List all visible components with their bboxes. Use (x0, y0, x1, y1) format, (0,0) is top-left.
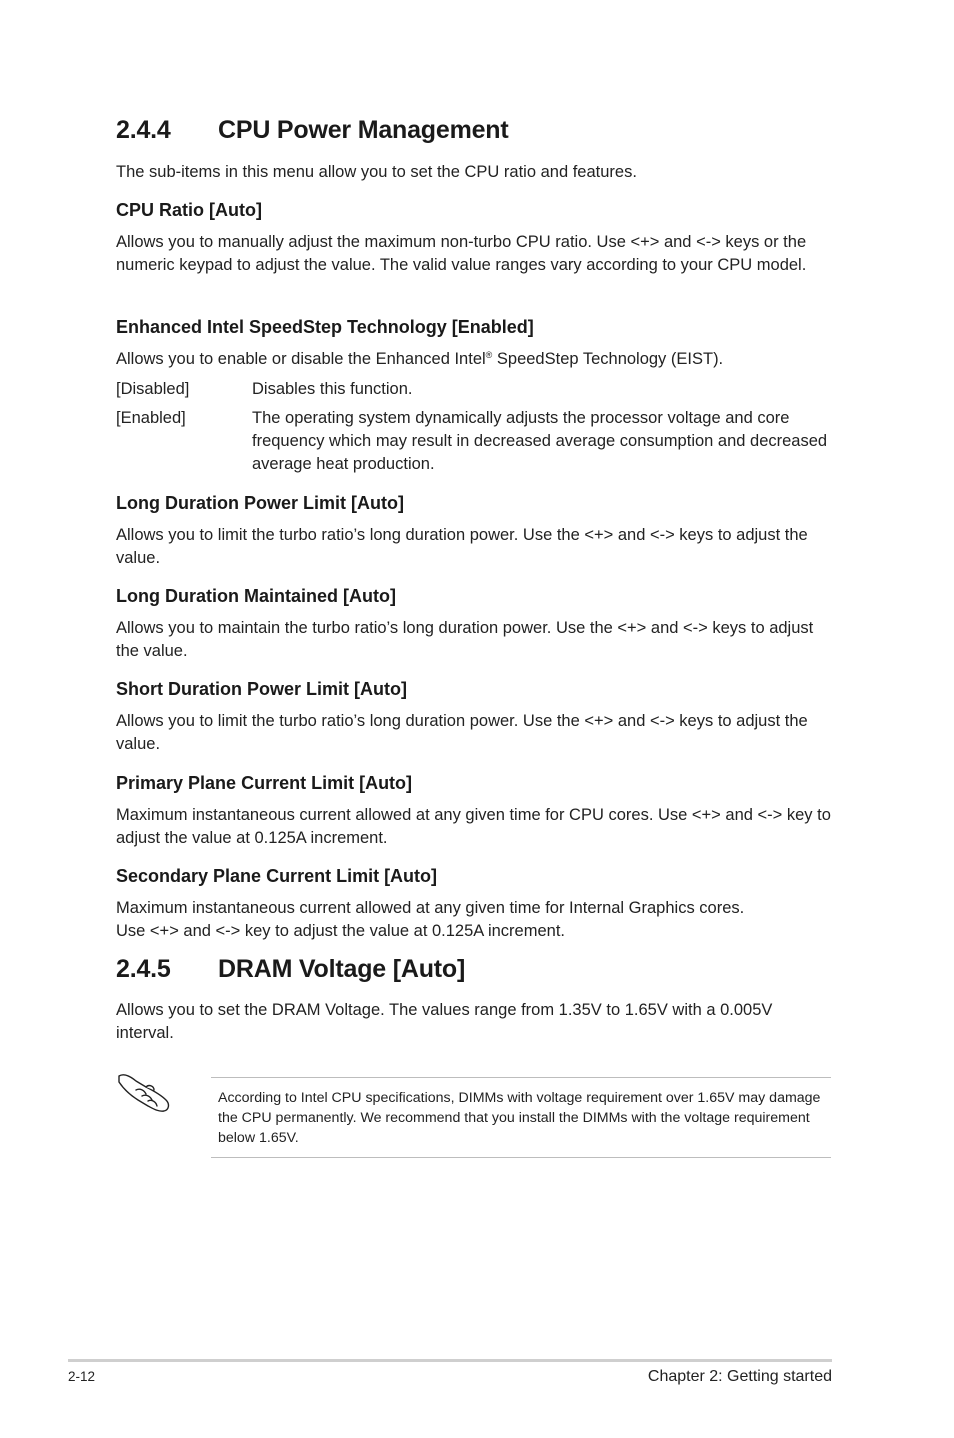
note-top-rule (211, 1077, 831, 1078)
option-value-enabled: The operating system dynamically adjusts the processor voltage and core frequency which may result in decreased average consumption and decreased average heat production. (252, 409, 828, 473)
option-key-enabled: [Enabled] (116, 409, 186, 427)
chapter-title: Chapter 2: Getting started (647, 1368, 832, 1385)
pointing-hand-icon (116, 1070, 172, 1116)
item-heading-cpu-ratio: CPU Ratio [Auto] (116, 200, 262, 220)
section-number: 2.4.4 (116, 116, 171, 144)
section-title: CPU Power Management (218, 116, 509, 144)
item-heading-secondary-plane-current-limit: Secondary Plane Current Limit [Auto] (116, 866, 438, 886)
section-title: DRAM Voltage [Auto] (218, 955, 466, 983)
option-key-disabled: [Disabled] (116, 380, 190, 398)
option-value-disabled: Disables this function. (252, 380, 413, 398)
item-text-long-duration-maintained: Allows you to maintain the turbo ratio’s long duration power. Use the <+> and <-> keys to adjust the value. (116, 619, 814, 660)
page-number: 2-12 (68, 1369, 96, 1384)
section-heading-cpu-power-management (116, 116, 509, 145)
section-number: 2.4.5 (116, 955, 171, 983)
item-text-cpu-ratio: Allows you to manually adjust the maximum non-turbo CPU ratio. Use <+> and <-> keys or the numeric keypad to adjust the value. The valid value ranges vary according to your CPU model. (116, 233, 807, 274)
section-intro: Allows you to set the DRAM Voltage. The values range from 1.35V to 1.65V with a 0.005V interval. (116, 1001, 773, 1042)
item-heading-speedstep: Enhanced Intel SpeedStep Technology [Enabled] (116, 317, 534, 337)
item-text-long-duration-power-limit: Allows you to limit the turbo ratio’s long duration power. Use the <+> and <-> keys to adjust the value. (116, 526, 808, 567)
note-text: According to Intel CPU specifications, DIMMs with voltage requirement over 1.65V may damage the CPU permanently. We recommend that you install the DIMMs with the voltage requirement below 1.65V. (218, 1090, 821, 1147)
item-heading-long-duration-power-limit: Long Duration Power Limit [Auto] (116, 493, 404, 513)
note-bottom-rule (211, 1157, 831, 1158)
item-heading-long-duration-maintained: Long Duration Maintained [Auto] (116, 586, 396, 606)
section-intro: The sub-items in this menu allow you to set the CPU ratio and features. (116, 163, 637, 181)
item-heading-primary-plane-current-limit: Primary Plane Current Limit [Auto] (116, 773, 413, 793)
item-text-secondary-plane-current-limit: Maximum instantaneous current allowed at any given time for Internal Graphics cores. Use <+> and <-> key to adjust the value at 0.125A increment. (116, 899, 745, 940)
item-text-short-duration-power-limit: Allows you to limit the turbo ratio’s long duration power. Use the <+> and <-> keys to adjust the value. (116, 712, 808, 753)
item-heading-short-duration-power-limit: Short Duration Power Limit [Auto] (116, 679, 407, 699)
item-text-speedstep: Allows you to enable or disable the Enhanced Intel® SpeedStep Technology (EIST). (116, 350, 724, 368)
item-text-primary-plane-current-limit: Maximum instantaneous current allowed at any given time for CPU cores. Use <+> and <-> key to adjust the value at 0.125A increment. (116, 806, 831, 847)
footer-rule (68, 1359, 832, 1362)
section-heading-dram-voltage (116, 955, 465, 984)
